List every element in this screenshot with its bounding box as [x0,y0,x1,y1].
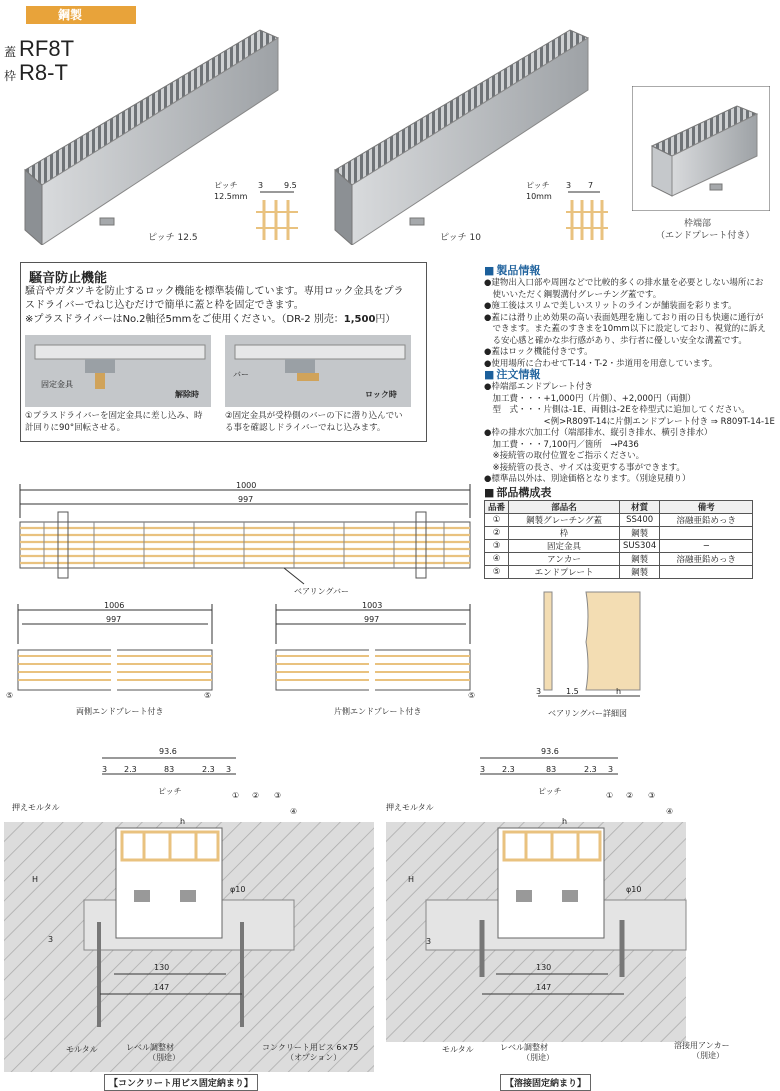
text-line: ●枠端部エンドプレート付き [484,382,593,392]
svg-text:レベル調整材: レベル調整材 [126,1043,174,1052]
svg-text:φ10: φ10 [230,885,246,894]
order-info-lines [484,382,776,486]
text-line: ※接続管の長さ、サイズは変更する事ができます。 [484,462,685,473]
parts-row [485,527,753,540]
text-line: 使いいただく鋼製溝付グレーチング蓋です。 [484,289,662,300]
svg-text:固定金具: 固定金具 [41,380,73,389]
svg-text:130: 130 [536,963,552,972]
parts-cell: SUS304 [620,540,660,553]
svg-text:③: ③ [648,791,656,800]
svg-text:147: 147 [536,983,552,992]
svg-text:H: H [408,875,415,884]
svg-text:2.3: 2.3 [202,765,215,774]
svg-text:3: 3 [258,181,264,190]
svg-text:押えモルタル: 押えモルタル [386,803,434,812]
parts-row [485,540,753,553]
plan-view-both-ends [4,600,224,720]
svg-text:12.5mm: 12.5mm [214,192,248,201]
svg-text:⑤: ⑤ [204,691,212,700]
noise-title: 騒音防止機能 [29,271,108,286]
parts-cell: エンドプレート [509,566,620,579]
parts-cell: アンカー [509,553,620,566]
parts-cell: 固定金具 [509,540,620,553]
svg-text:h: h [616,687,622,696]
text-line: ●蓋には滑り止め効果の高い表面処理を施しており雨の日も快適に通行が [484,312,764,323]
text-line: 加工費・・・+1,000円（片側）、+2,000円（両側） [484,393,696,404]
svg-text:h: h [180,817,186,826]
svg-text:コンクリート用ビス 6×75: コンクリート用ビス 6×75 [262,1043,359,1052]
svg-text:93.6: 93.6 [159,747,177,756]
frame-code: 枠 R8-T [4,60,68,85]
svg-text:（別途）: （別途） [692,1051,724,1060]
svg-text:（オプション）: （オプション） [286,1053,342,1062]
svg-text:2.3: 2.3 [584,765,597,774]
svg-text:3: 3 [426,937,432,946]
order-info: ■ 注文情報 ●枠端部エンドプレート付き 加工費・・・+1,000円（片側）、+2,000円（両側） 型 式・・・片側は-1E、両側は-2Eを枠型式に追加してください。 <例>R809T-14に片側エンドプレート付き ⇒ R809T-14-1E ●枠の排水穴加工付（端部排水、縦引き排水、横引き排水） 加工費・・・7,100円／箇所 →P436 ※接続管の取付位置をご指示ください。 ※接続管の長さ、サイズは変更する事ができます。 ●標準品以外は、別途価格となります。（別途見積り） [484,366,776,486]
parts-cell: ② [485,527,509,540]
text-line: ●建物出入口部や周囲などで比較的多くの排水量を必要としない場所にお [484,278,764,288]
svg-text:H: H [32,875,39,884]
svg-text:83: 83 [546,765,557,774]
text-line: できます。また蓋のすきまを10mm以下に設定しており、視覚的に訴え [484,324,766,334]
text-line: <例>R809T-14に片側エンドプレート付き ⇒ R809T-14-1E [484,416,775,427]
svg-text:ロック時: ロック時 [365,390,397,399]
svg-text:①: ① [232,791,240,800]
svg-text:⑤: ⑤ [468,691,476,700]
svg-text:2.3: 2.3 [502,765,515,774]
text-line: 型 式・・・片側は-1E、両側は-2Eを枠型式に追加してください。 [484,405,750,415]
bearing-bar-detail [530,586,660,722]
fig-locked [225,335,411,407]
svg-text:997: 997 [364,615,380,624]
photo-end-plate [632,86,770,211]
svg-text:3: 3 [226,765,232,774]
svg-text:130: 130 [154,963,170,972]
svg-text:ピッチ: ピッチ [526,181,550,190]
section-weld-fix [386,742,776,1072]
text-line: ●標準品以外は、別途価格となります。（別途見積り） [484,474,691,484]
text-line: ●枠の排水穴加工付（端部排水、縦引き排水、横引き排水） [484,428,713,438]
svg-text:9.5: 9.5 [284,181,297,190]
svg-text:溶接用アンカー: 溶接用アンカー [674,1041,730,1050]
caption-pitch125: ピッチ 12.5 [148,233,198,243]
svg-text:モルタル: モルタル [442,1045,474,1054]
svg-text:3: 3 [48,935,54,944]
svg-text:3: 3 [536,687,542,696]
parts-cell: ④ [485,553,509,566]
svg-text:93.6: 93.6 [541,747,559,756]
svg-text:両側エンドプレート付き: 両側エンドプレート付き [76,707,164,716]
caption-screw-fix: 【コンクリート用ビス固定納まり】 [104,1074,258,1091]
plan-view-top [14,478,474,606]
parts-cell: 鋼製 [620,566,660,579]
material-badge: 鋼製 [26,6,136,24]
noise-prevention-box [20,262,427,442]
caption-weld-fix: 【溶接固定納まり】 [500,1074,591,1091]
svg-text:147: 147 [154,983,170,992]
parts-cell: 溶融亜鉛めっき [660,514,753,527]
svg-text:1003: 1003 [362,601,383,610]
svg-text:7: 7 [588,181,594,190]
caption-pitch10: ピッチ 10 [440,233,481,243]
svg-text:2.3: 2.3 [124,765,137,774]
svg-text:ベアリングバー詳細図: ベアリングバー詳細図 [548,709,628,718]
parts-cell: ① [485,514,509,527]
parts-cell: ⑤ [485,566,509,579]
parts-header: 備考 [660,501,753,514]
caption-end-1: 枠端部 [684,219,712,229]
svg-text:④: ④ [290,807,298,816]
svg-text:3: 3 [480,765,486,774]
svg-text:片側エンドプレート付き: 片側エンドプレート付き [334,707,422,716]
parts-cell: 鋼製グレーチング蓋 [509,514,620,527]
svg-text:ピッチ: ピッチ [538,787,562,796]
parts-table [484,500,753,579]
product-info: ■ 製品情報 ●建物出入口部や周囲などで比較的多くの排水量を必要としない場所にお 使いいただく鋼製溝付グレーチング蓋です。 ●施工後はスリムで美しいスリットのラインが舗装面を彩ります。 ●蓋には滑り止め効果の高い表面処理を施しており雨の日も快適に通行が できます。また蓋のすきまを10mm以下に設定しており、視覚的に訴え る安心感と確かな歩行感があり、歩行者に優しい安全な溝蓋です。 ●蓋はロック機能付きです。 ●使用場所に合わせてT-14・T-2・歩道用を用意しています。 [484,262,776,370]
parts-header: 材質 [620,501,660,514]
parts-cell [660,527,753,540]
svg-text:ピッチ: ピッチ [214,181,238,190]
svg-text:997: 997 [106,615,122,624]
noise-note-1: ①プラスドライバーを固定金具に差し込み、時 計回りに90°回転させる。 [25,411,203,433]
noise-text: 騒音やガタツキを防止するロック機能を標準装備しています。専用ロック金具をプラ スドライバーでねじ込むだけで簡単に蓋と枠を固定できます。 ※プラスドライバーはNo.2軸径5mmをご使用ください。（DR-2 別売：1,500円） [25,286,404,325]
svg-text:押えモルタル: 押えモルタル [12,803,60,812]
pitch-diagram-10 [524,178,614,248]
svg-text:3: 3 [102,765,108,774]
svg-text:1006: 1006 [104,601,125,610]
product-info-lines [484,278,776,370]
parts-cell: 鋼製 [620,553,660,566]
svg-text:1000: 1000 [236,481,257,490]
noise-note-2: ②固定金具が受枠側のバーの下に潜り込んでい る事を確認しドライバーでねじ込みます。 [225,411,403,433]
parts-cell: ③ [485,540,509,553]
svg-text:解除時: 解除時 [175,390,199,399]
parts-cell: 枠 [509,527,620,540]
svg-text:④: ④ [666,807,674,816]
svg-text:h: h [562,817,568,826]
svg-text:ベアリングバー: ベアリングバー [294,587,350,596]
svg-text:モルタル: モルタル [66,1045,98,1054]
text-line: ※接続管の取付位置をご指示ください。 [484,451,645,461]
svg-text:②: ② [252,791,260,800]
parts-row [485,566,753,579]
svg-text:③: ③ [274,791,282,800]
svg-text:②: ② [626,791,634,800]
text-line: ●施工後はスリムで美しいスリットのラインが舗装面を彩ります。 [484,301,737,311]
parts-cell: 溶融亜鉛めっき [660,553,753,566]
text-line: 加工費・・・7,100円／箇所 →P436 [484,439,639,450]
svg-text:①: ① [606,791,614,800]
text-line: る安心感と確かな歩行感があり、歩行者に優しい安全な溝蓋です。 [484,335,747,346]
parts-table-section: ■ 部品構成表 品番 部品名 材質 備考 ① 鋼製グレーチング蓋 SS400 溶融亜鉛めっき ② 枠 鋼製 ③ 固定金具 SUS304 − ④ アンカー 鋼製 溶融亜鉛めっき ⑤ エンドプレート 鋼製 [484,484,753,579]
parts-row [485,553,753,566]
parts-cell [660,566,753,579]
parts-header: 部品名 [509,501,620,514]
parts-header: 品番 [485,501,509,514]
pitch-diagram-125 [212,178,302,248]
svg-text:（別途）: （別途） [148,1053,180,1062]
svg-text:バー: バー [233,370,249,379]
svg-text:3: 3 [608,765,614,774]
svg-text:（別途）: （別途） [522,1053,554,1062]
parts-cell: SS400 [620,514,660,527]
svg-text:レベル調整材: レベル調整材 [500,1043,548,1052]
svg-text:1.5: 1.5 [566,687,579,696]
svg-text:ピッチ: ピッチ [158,787,182,796]
svg-text:3: 3 [566,181,572,190]
parts-cell: − [660,540,753,553]
svg-text:10mm: 10mm [526,192,552,201]
svg-text:φ10: φ10 [626,885,642,894]
caption-end-2: （エンドプレート付き） [656,231,755,241]
svg-text:83: 83 [164,765,175,774]
svg-text:⑤: ⑤ [6,691,14,700]
parts-cell: 鋼製 [620,527,660,540]
plan-view-one-end [262,600,488,720]
cover-code: 蓋 RF8T [4,36,75,61]
fig-unlocked [25,335,211,407]
section-screw-fix [4,742,374,1072]
parts-row [485,514,753,527]
svg-text:997: 997 [238,495,254,504]
text-line: ●蓋はロック機能付きです。 [484,347,593,357]
text-line: ●使用場所に合わせてT-14・T-2・歩道用を用意しています。 [484,358,718,369]
